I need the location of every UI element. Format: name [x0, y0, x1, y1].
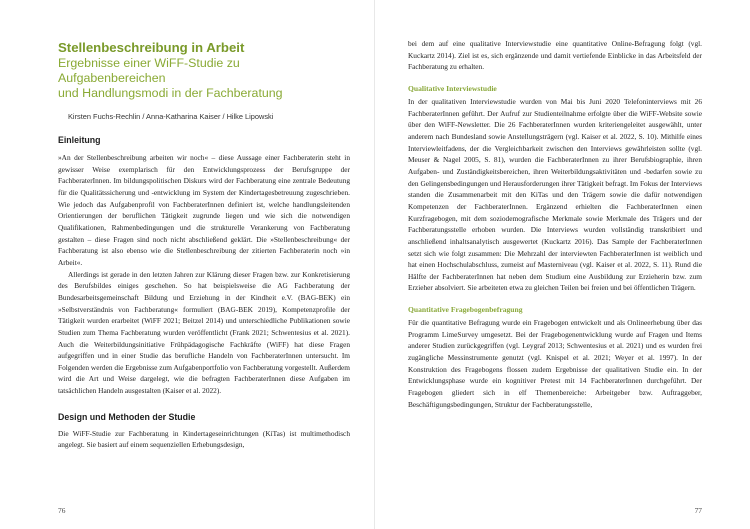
page-number-left: 76	[58, 506, 66, 515]
article-title: Stellenbeschreibung in Arbeit	[58, 40, 245, 55]
continued-paragraph: bei dem auf eine qualitative Interviewstudie eine quantitative Online-Befragung folgt (vgl. Kuckartz 2014). Ziel ist es, sich ergänzende und damit vertiefende Einblicke in das Arbeitsfeld der Fachberatung zu erhalten.	[408, 39, 702, 72]
page-number-right: 77	[694, 506, 702, 515]
intro-paragraph-2: Allerdings ist gerade in den letzten Jahren zur Klärung dieser Fragen bzw. zur Konkretisierung des Berufsbildes einiges geschehen. So hat beispielsweise die AG Fachberatung der Bundesarbeitsgemeinschaft Bildung und Erziehung in der Kindheit e.V. (BAG-BEK) ein »Selbstverständnis von Fachberatung« formuliert (BAG-BEK 2019), Kompetenzprofile der Tätigkeit wurden erarbeitet (WiFF 2021; Beitzel 2014) und unterschiedliche Publikationen sowie Studien zum Thema Fachberatung wurden veröffentlicht (Frank 2021; Schwentesius et al. 2021). Auch die Weiterbildungsinitiative Frühpädagogische Fachkräfte (WiFF) hat diese Fragen aufgegriffen und in einer Studie das berufliche Handeln von FachberaterInnen untersucht. Im Folgenden werden die Ergebnisse zum Aufgabenportfolio von Fachberatung vorgestellt. Außerdem wird die Art und Weise dargelegt, wie die befragten FachberaterInnen diese Aufgaben im tatsächlichen Handeln ausgestalten (Kaiser et al. 2022).	[58, 269, 350, 396]
heading-design-methoden: Design und Methoden der Studie	[58, 411, 196, 422]
article-subtitle-line-2: und Handlungsmodi in der Fachberatung	[58, 86, 283, 100]
authors: Kirsten Fuchs-Rechlin / Anna-Katharina Kaiser / Hilke Lipowski	[68, 112, 274, 121]
article-subtitle-line-1: Ergebnisse einer WiFF-Studie zu Aufgabenbereichen	[58, 56, 240, 85]
qualitative-paragraph: In der qualitativen Interviewstudie wurden von Mai bis Juni 2020 Telefoninterviews mit 26 FachberaterInnen geführt. Der Aufruf zur Studienteilnahme erfolgte über die WiFF-Website sowie über den WiFF-Newsletter. Die 26 FachberaterInnen wurden kriteriengeleitet ausgewählt, unter anderem nach Bundesland sowie Anstellungsträgern (vgl. Kaiser et al. 2022, S. 10). Mithilfe eines Interviewleitfadens, der die Vergleichbarkeit zwischen den Interviews gewährleisten sollte (vgl. Meuser & Nagel 2005, S. 81), wurden die FachberaterInnen zu ihrer Berufsbiographie, ihren Aufgaben- und Zuständigkeitsbereichen, ihren Weiterbildungsaktivitäten und -bedarfen sowie zu den Gelingensbedingungen und Herausforderungen ihrer Tätigkeit befragt. Im Fokus der Interviews standen die Zusammenarbeit mit den KiTas und den Trägern sowie die dafür notwendigen Kompetenzen der FachberaterInnen. Ergänzend erhielten die FachberaterInnen einen Kurzfragebogen, mit dem soziodemografische Merkmale sowie Merkmale des Trägers und der Fachberatungsstelle erhoben wurden. Die Interviews wurden vollständig transkribiert und anschließend inhaltsanalytisch ausgewertet (Kuckartz 2016). Das Sample der FachberaterInnen setzt sich wie folgt zusammen: Die Mehrzahl der interviewten FachberaterInnen ist weiblich und hat einen Hochschulabschluss, zumeist auf Masterniveau (vgl. Kaiser et al. 2022, S. 11). Rund die Hälfte der FachberaterInnen hat neben dem Studium eine Ausbildung zur Erzieherin bzw. zum Erzieher absolviert. Sie arbeiteten etwa zu gleichen Teilen bei freien und bei öffentlichen Trägern.	[408, 96, 702, 293]
intro-paragraph-1: »An der Stellenbeschreibung arbeiten wir noch« – diese Aussage einer Fachberaterin steht in gewisser Weise exemplarisch für den Entwicklungsprozess der Berufsgruppe der FachberaterInnen. Im bildungspolitischen Diskurs wird der Fachberatung eine zentrale Bedeutung für die Qualitätssicherung und -entwicklung im System der Kindertagesbetreuung zugeschrieben. Wie jedoch das Aufgabenprofil von FachberaterInnen definiert ist, welche handlungsleitenden Orientierungen der beruflichen Tätigkeit zugrunde liegen und wie sich die notwendigen Qualifikationen, Rahmenbedingungen und die strukturelle Verankerung von Fachberatung gestalten – diese Fragen sind noch nicht abschließend geklärt. Die »Stellenbeschreibung« der Fachberatung ist also ebenso wie die Stellenbeschreibung der zitierten Fachberaterin noch »in Arbeit«.	[58, 153, 350, 267]
right-page	[375, 0, 750, 529]
quantitative-paragraph: Für die quantitative Befragung wurde ein Fragebogen entwickelt und als Onlineerhebung über das Programm LimeSurvey umgesetzt. Bei der Fragebogenentwicklung wurde auf Fragen und Items anderer Studien zurückgegriffen (vgl. Leygraf 2013; Schwentesius et al. 2021) und es wurden frei zugängliche Messinstrumente genutzt (vgl. Knispel et al. 2021; Weyer et al. 1997). In der Konstruktion des Fragebogens flossen zudem Ergebnisse der qualitativen Studie ein. In der Entwicklungsphase wurde ein kognitiver Pretest mit 14 FachberaterInnen durchgeführt. Der Fragebogen gliedert sich in elf Themenbereiche: Arbeitgeber bzw. Auftraggeber, Beschäftigungsbedingungen, Struktur der Fachberatungsstelle,	[408, 318, 702, 409]
design-paragraph-1: Die WiFF-Studie zur Fachberatung in Kindertageseinrichtungen (KiTas) ist multimethodisch angelegt. Sie basiert auf einem sequenziellen Erhebungsdesign,	[58, 428, 350, 450]
heading-einleitung: Einleitung	[58, 135, 101, 145]
heading-quantitative-fragebogenbefragung: Quantitative Fragebogenbefragung	[408, 305, 523, 315]
heading-qualitative-interviewstudie: Qualitative Interviewstudie	[408, 83, 497, 93]
